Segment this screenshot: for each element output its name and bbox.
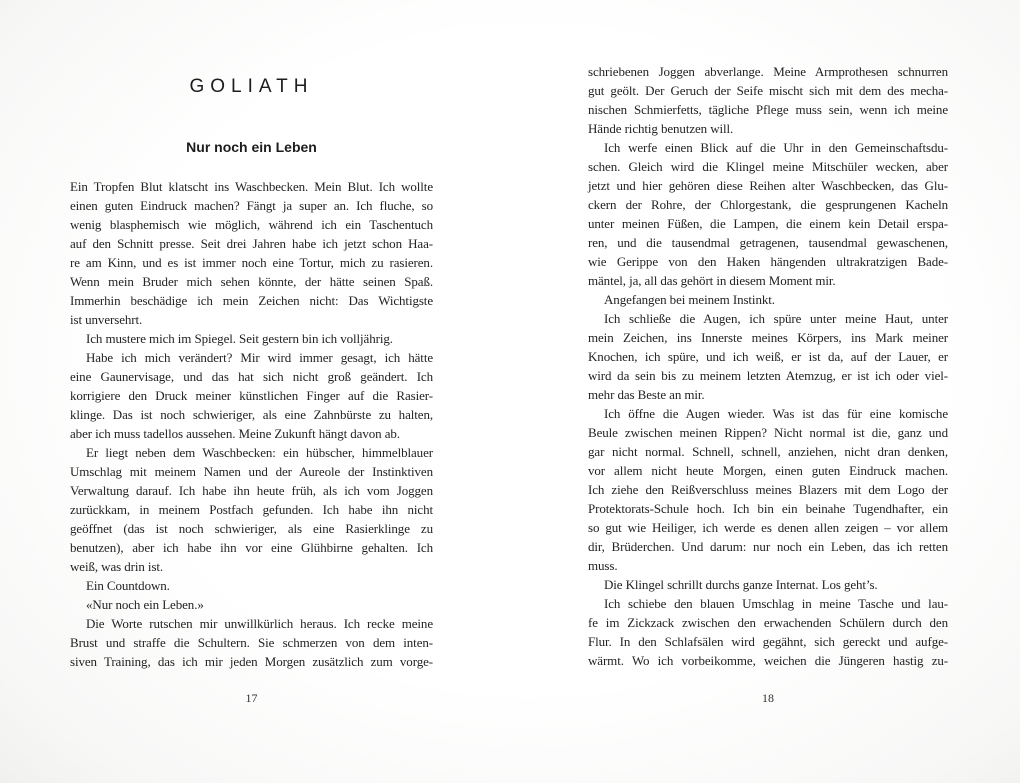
- text-line: Umschlag mit meinem Namen und der Aureole der Instinktiven: [70, 464, 433, 479]
- right-page: [588, 0, 948, 783]
- paragraph: [70, 576, 433, 595]
- text-line: weiß, was drin ist.: [70, 559, 164, 574]
- text-line: Verwaltung darauf. Ich habe ihn heute früh, als ich vom Joggen: [70, 483, 433, 498]
- text-line: Ich schließe die Augen, ich spüre unter meine Haut, unter: [604, 311, 948, 326]
- text-line: einen guten Eindruck machen? Fängt ja super an. Ich fluche, so: [70, 198, 433, 213]
- text-line: dir, Brüderchen. Und darum: nur noch ein Leben, das ich retten: [588, 539, 948, 554]
- text-line: re am Kinn, und es ist immer noch eine Tortur, mich zu rasieren.: [70, 255, 433, 270]
- text-line: Ich werfe einen Blick auf die Uhr in den Gemeinschaftsdu-: [604, 140, 948, 155]
- text-line: Ein Countdown.: [86, 578, 170, 593]
- paragraph: [588, 594, 948, 670]
- page-number: 17: [245, 691, 258, 705]
- text-line: Hände richtig benutzen will.: [588, 121, 734, 136]
- text-line: Ein Tropfen Blut klatscht ins Waschbecken. Mein Blut. Ich wollte: [70, 179, 433, 194]
- text-line: schriebenen Joggen abverlange. Meine Armprothesen schnurren: [588, 64, 948, 79]
- text-line: korrigiere den Druck meiner künstlichen Finger auf die Rasier-: [70, 388, 433, 403]
- text-line: auf den Schnitt presse. Seit drei Jahren habe ich jetzt schon Haa-: [70, 236, 433, 251]
- text-line: Ich mustere mich im Spiegel. Seit gestern bin ich volljährig.: [86, 331, 393, 346]
- text-line: Immerhin beschädige ich mein Zeichen nicht: Das Wichtigste: [70, 293, 433, 308]
- text-line: wird da sein bis zu meinem letzten Atemzug, er ist ich oder viel-: [588, 368, 948, 383]
- paragraph: [70, 443, 433, 576]
- text-line: nischen Schmierfetts, tägliche Pflege muss sein, wenn ich meine: [588, 102, 948, 117]
- text-line: Ich schiebe den blauen Umschlag in meine Tasche und lau-: [604, 596, 948, 611]
- paragraph: [70, 614, 433, 671]
- text-line: eine Gaunervisage, und das hat sich nicht groß geändert. Ich: [70, 369, 433, 384]
- text-line: vor allem nicht heute Morgen, einen guten Eindruck machen.: [588, 463, 948, 478]
- text-line: mein Zeichen, ins Innerste meines Körpers, ins Mark meiner: [588, 330, 948, 345]
- text-line: Protektorats-Schule hoch. Ich bin ein beinahe Tugendhafter, ein: [588, 501, 948, 516]
- text-line: geöffnet (das ist noch schwieriger, als eine Rasierklinge zu: [70, 521, 433, 536]
- text-line: Wenn mein Bruder mich sehen könnte, der hätte seinen Spaß.: [70, 274, 433, 289]
- text-line: ren, und die tausendmal getragenen, tausendmal gewaschenen,: [588, 235, 948, 250]
- paragraph: [70, 177, 433, 329]
- text-line: Beule zwischen meinen Rippen? Nicht normal ist die, ganz und: [588, 425, 948, 440]
- left-page: [70, 0, 433, 783]
- text-line: Ich ziehe den Reißverschluss meines Blazers mit dem Logo der: [588, 482, 948, 497]
- paragraph: [588, 62, 948, 138]
- text-line: wärmt. Wo ich vorbeikomme, weichen die Jüngeren hastig zu-: [588, 653, 948, 668]
- text-line: Die Worte rutschen mir unwillkürlich heraus. Ich recke meine: [86, 616, 433, 631]
- paragraph: [588, 138, 948, 290]
- text-line: muss.: [588, 558, 618, 573]
- text-line: so gut wie Heiliger, ich werde es denen allen zeigen – vor allem: [588, 520, 948, 535]
- text-line: jetzt und hier gehören diese Reihen alter Waschbecken, das Glu-: [588, 178, 948, 193]
- text-line: Brust und straffe die Schultern. Sie schmerzen von dem inten-: [70, 635, 433, 650]
- text-line: wenig blasphemisch wie möglich, während ich ein Taschentuch: [70, 217, 433, 232]
- text-line: ckern der Rohre, der Chlorgestank, die gesprungenen Kacheln: [588, 197, 948, 212]
- paragraph: [70, 348, 433, 443]
- text-line: schen. Gleich wird die Klingel meine Mitschüler wecken, aber: [588, 159, 948, 174]
- text-line: Habe ich mich verändert? Mir wird immer gesagt, ich hätte: [86, 350, 433, 365]
- page-body: [588, 62, 948, 670]
- text-line: mehr das Beste an mir.: [588, 387, 705, 402]
- text-line: zurückkam, in meinem Postfach gefunden. Ich habe ihn nicht: [70, 502, 433, 517]
- paragraph: [70, 329, 433, 348]
- text-line: gar nicht normal. Schnell, schnell, anziehen, nicht dran denken,: [588, 444, 948, 459]
- text-line: mäntel, ja, all das gehört in diesem Moment mir.: [588, 273, 836, 288]
- text-line: wie Gerippe von den Haken hängenden ultrakratzigen Bade-: [588, 254, 948, 269]
- text-line: klinge. Das ist noch schwieriger, als eine Zahnbürste zu halten,: [70, 407, 433, 422]
- paragraph: [70, 595, 433, 614]
- text-line: Flur. In den Schlafsälen wird gegähnt, sich gereckt und aufge-: [588, 634, 948, 649]
- text-line: siven Training, das ich mir jeden Morgen zusätzlich zum vorge-: [70, 654, 433, 669]
- text-line: Er liegt neben dem Waschbecken: ein hübscher, himmelblauer: [86, 445, 433, 460]
- text-line: Knochen, ich spüre, und ich weiß, er ist da, auf der Lauer, er: [588, 349, 948, 364]
- text-line: Die Klingel schrillt durchs ganze Internat. Los geht’s.: [604, 577, 878, 592]
- paragraph: [588, 404, 948, 575]
- text-line: gut geölt. Der Geruch der Seife mischt sich mit dem des mecha-: [588, 83, 948, 98]
- text-line: «Nur noch ein Leben.»: [86, 597, 204, 612]
- text-line: Angefangen bei meinem Instinkt.: [604, 292, 775, 307]
- text-line: fe im Zickzack zwischen den erwachenden Schülern durch den: [588, 615, 948, 630]
- text-line: unter meinen Füßen, die Lampen, die einem kein Detail erspa-: [588, 216, 948, 231]
- paragraph: [588, 309, 948, 404]
- paragraph: [588, 290, 948, 309]
- text-line: Ich öffne die Augen wieder. Was ist das für eine komische: [604, 406, 948, 421]
- page-body: [70, 177, 433, 671]
- text-line: ist unversehrt.: [70, 312, 143, 327]
- text-line: aber ich muss tadellos aussehen. Meine Zukunft hängt davon ab.: [70, 426, 400, 441]
- section-title: Nur noch ein Leben: [186, 139, 317, 155]
- paragraph: [588, 575, 948, 594]
- page-number: 18: [762, 691, 774, 705]
- text-line: benutzen), aber ich habe ihn vor eine Glühbirne gehalten. Ich: [70, 540, 433, 555]
- chapter-title: GOLIATH: [189, 76, 314, 97]
